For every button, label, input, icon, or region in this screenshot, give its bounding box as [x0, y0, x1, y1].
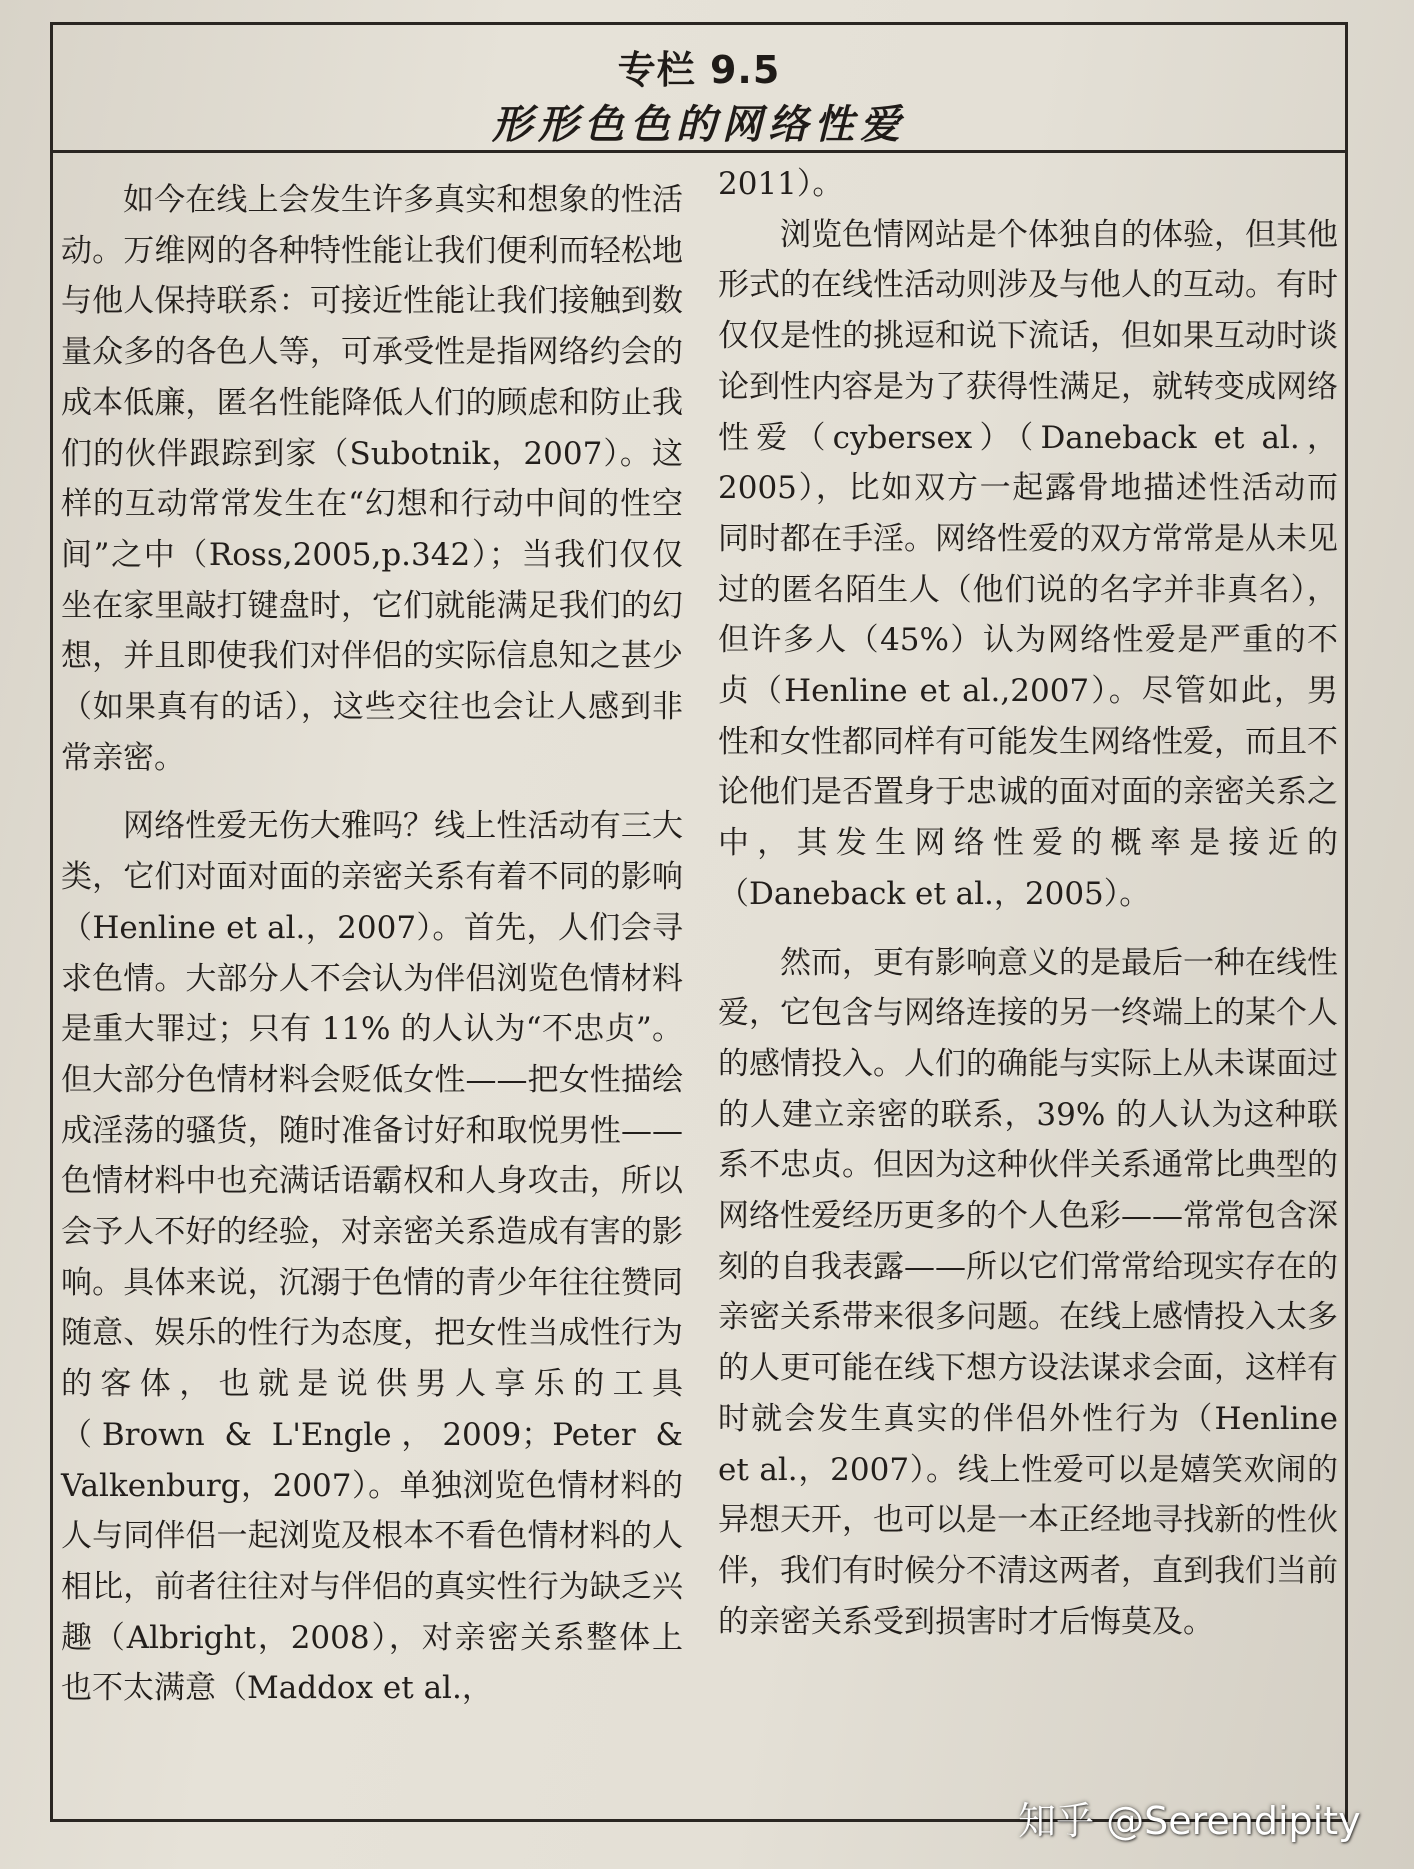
watermark: 知乎 @Serendipity	[1018, 1799, 1361, 1843]
left-column	[61, 175, 683, 1815]
paragraph: 然而，更有影响意义的是最后一种在线性爱，它包含与网络连接的另一终端上的某个人的感情投入。人们的确能与实际上从未谋面过的人建立亲密的联系，39% 的人认为这种联系不忠贞。但因为这种伙伴关系通常比典型的网络性爱经历更多的个人色彩——常常包含深刻的自我表露——所以它们常常给现实存在的亲密关系带来很多问题。在线上感情投入太多的人更可能在线下想方设法谋求会面，这样有时就会发生真实的伴侣外性行为（Henline et al.，2007）。线上性爱可以是嬉笑欢闹的异想天开，也可以是一本正经地寻找新的性伙伴，我们有时候分不清这两者，直到我们当前的亲密关系受到损害时才后悔莫及。	[718, 944, 1338, 1640]
paragraph: 浏览色情网站是个体独自的体验，但其他形式的在线性活动则涉及与他人的互动。有时仅仅是性的挑逗和说下流话，但如果互动时谈论到性内容是为了获得性满足，就转变成网络性爱（cybersex）（Daneback et al.，2005），比如双方一起露骨地描述性活动而同时都在手淫。网络性爱的双方常常是从未见过的匿名陌生人（他们说的名字并非真名），但许多人（45%）认为网络性爱是严重的不贞（Henline et al.,2007）。尽管如此，男性和女性都同样有可能发生网络性爱，而且不论他们是否置身于忠诚的面对面的亲密关系之中，其发生网络性爱的概率是接近的（Daneback et al.，2005）。	[718, 216, 1338, 912]
paragraph: 网络性爱无伤大雅吗？线上性活动有三大类，它们对面对面的亲密关系有着不同的影响（Henline et al.，2007）。首先，人们会寻求色情。大部分人不会认为伴侣浏览色情材料是重大罪过；只有 11% 的人认为“不忠贞”。但大部分色情材料会贬低女性——把女性描绘成淫荡的骚货，随时准备讨好和取悦男性——色情材料中也充满话语霸权和人身攻击，所以会予人不好的经验，对亲密关系造成有害的影响。具体来说，沉溺于色情的青少年往往赞同随意、娱乐的性行为态度，把女性当成性行为的客体，也就是说供男人享乐的工具（Brown & L'Engle，2009；Peter & Valkenburg，2007）。单独浏览色情材料的人与同伴侣一起浏览及根本不看色情材料的人相比，前者往往对与伴侣的真实性行为缺乏兴趣（Albright，2008），对亲密关系整体上也不太满意（Maddox et al.，	[61, 808, 683, 1707]
paragraph: 如今在线上会发生许多真实和想象的性活动。万维网的各种特性能让我们便利而轻松地与他人保持联系：可接近性能让我们接触到数量众多的各色人等，可承受性是指网络约会的成本低廉，匿名性能降低人们的顾虑和防止我们的伙伴跟踪到家（Subotnik，2007）。这样的互动常常发生在“幻想和行动中间的性空间”之中（Ross,2005,p.342）；当我们仅仅坐在家里敲打键盘时，它们就能满足我们的幻想，并且即使我们对伴侣的实际信息知之甚少（如果真有的话），这些交往也会让人感到非常亲密。	[61, 182, 683, 776]
right-column	[718, 159, 1338, 1799]
sidebar-box	[50, 22, 1348, 1822]
box-title: 形形色色的网络性爱	[492, 102, 906, 148]
box-header	[53, 25, 1345, 153]
box-number: 专栏 9.5	[617, 48, 781, 92]
paragraph-continuation: 2011）。	[718, 166, 844, 202]
